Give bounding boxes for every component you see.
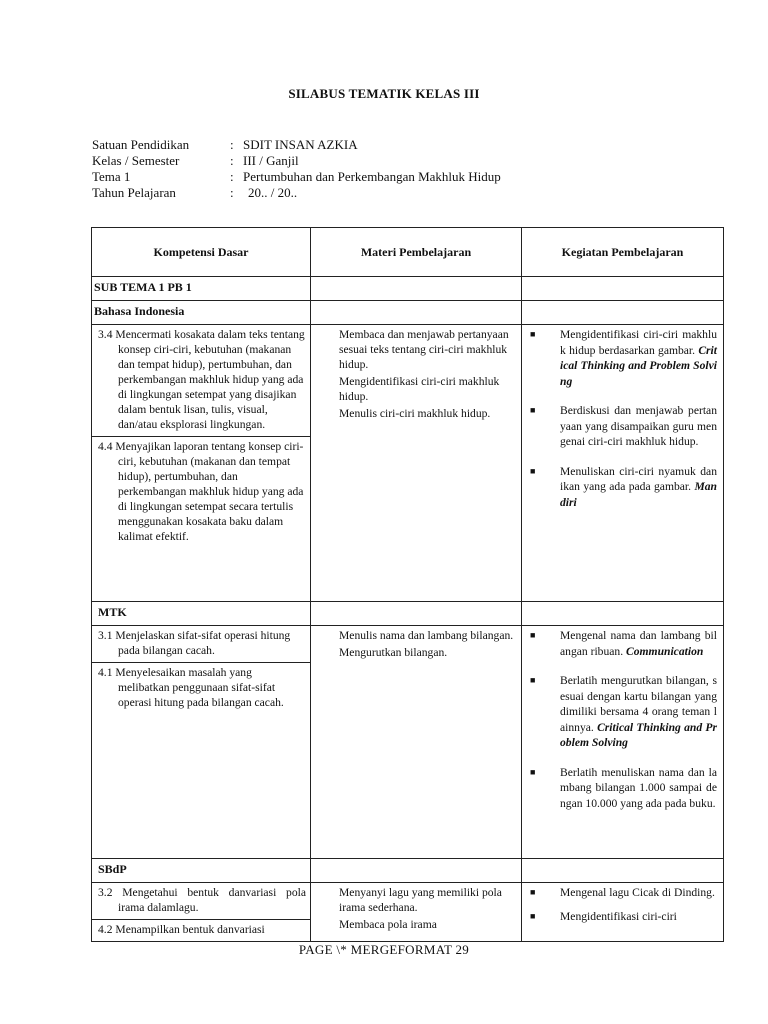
section-row-bahasa <box>92 301 724 325</box>
kegiatan-item: ■ Berdiskusi dan menjawab pertanyaan yang disampaikan guru mengenai ciri-ciri makhluk hidup. <box>530 404 717 448</box>
kegiatan-item: ■ Berlatih menuliskan nama dan lambang bilangan 1.000 sampai dengan 10.000 yang ada pada buku. <box>530 765 717 810</box>
bullet-icon: ■ <box>530 630 536 640</box>
meta-value: III / Ganjil <box>243 153 299 168</box>
page-footer: PAGE \* MERGEFORMAT 29 <box>298 942 470 957</box>
content-row-bahasa <box>92 325 724 602</box>
bullet-icon: ■ <box>530 766 536 777</box>
meta-label: Tahun Pelajaran <box>92 185 176 200</box>
bullet-icon: ■ <box>530 675 536 685</box>
meta-label: Tema 1 <box>92 169 131 184</box>
section-label: Bahasa Indonesia <box>94 304 185 318</box>
header-kegiatan: Kegiatan Pembelajaran <box>522 228 724 277</box>
meta-colon: : <box>230 169 234 184</box>
meta-value: Pertumbuhan dan Perkembangan Makhluk Hidup <box>243 169 501 184</box>
meta-colon: : <box>230 153 234 168</box>
bullet-icon: ■ <box>530 887 536 897</box>
header-materi: Materi Pembelajaran <box>311 228 522 277</box>
meta-value: SDIT INSAN AZKIA <box>243 137 358 152</box>
kegiatan-item: ■ Berlatih mengurutkan bilangan, sesuai dengan kartu bilangan yang dimiliki bersama 4 orang teman lainnya. Critical Thinking and Problem Solving <box>530 674 717 749</box>
content-row-mtk <box>92 626 724 859</box>
subtema-label: SUB TEMA 1 PB 1 <box>94 280 192 294</box>
kegiatan-item: ■ Mengenal lagu Cicak di Dinding. <box>530 886 715 899</box>
materi-item: Menulis ciri-ciri makhluk hidup. <box>339 407 491 420</box>
kd-item: 3.1 Menjelaskan sifat-sifat operasi hitung pada bilangan cacah. <box>92 626 310 663</box>
header-kompetensi-dasar: Kompetensi Dasar <box>92 228 311 277</box>
kd-item: 4.2 Menampilkan bentuk danvariasi <box>98 923 265 936</box>
kegiatan-cell <box>522 883 724 942</box>
materi-item: Mengidentifikasi ciri-ciri makhluk hidup. <box>339 375 500 403</box>
kegiatan-item: ■ Mengenal nama dan lambang bilangan ribuan. Communication <box>530 629 717 658</box>
kd-item: 3.4 Mencermati kosakata dalam teks tentang konsep ciri-ciri, kebutuhan (makanan dan tempat hidup), pertumbuhan, dan perkembangan makhluk hidup yang ada di lingkungan setempat yang disajikan dalam bentuk lisan, tulis, visual, dan/atau eksplorasi lingkungan. <box>92 325 310 437</box>
section-label: MTK <box>98 605 127 619</box>
meta-label: Satuan Pendidikan <box>92 137 190 152</box>
kegiatan-cell <box>522 325 724 602</box>
meta-colon: : <box>230 137 234 152</box>
meta-colon: : <box>230 185 234 200</box>
materi-cell <box>311 325 522 602</box>
content-row-sbdp <box>92 883 724 942</box>
kd-item: 3.2 Mengetahui bentuk danvariasi pola irama dalamlagu. <box>92 883 310 920</box>
syllabus-table <box>91 227 724 942</box>
materi-cell <box>311 883 522 942</box>
bullet-icon: ■ <box>530 465 536 476</box>
kegiatan-cell <box>522 626 724 859</box>
bullet-icon: ■ <box>530 910 536 921</box>
materi-cell <box>311 626 522 859</box>
section-row-sbdp <box>92 859 724 883</box>
section-label: SBdP <box>98 862 127 876</box>
kegiatan-item: ■ Menuliskan ciri-ciri nyamuk dan ikan yang ada pada gambar. Mandiri <box>530 464 717 509</box>
materi-item: Mengurutkan bilangan. <box>339 646 448 659</box>
materi-item: Menyanyi lagu yang memiliki pola irama sederhana. <box>339 886 502 914</box>
kegiatan-item: ■ Mengidentifikasi ciri-ciri makhluk hidup berdasarkan gambar. Critical Thinking and Problem Solving <box>530 328 717 388</box>
materi-item: Membaca pola irama <box>339 918 437 931</box>
bullet-icon: ■ <box>530 329 536 339</box>
subtema-row <box>92 277 724 301</box>
bullet-icon: ■ <box>530 405 536 415</box>
table-header-row <box>92 228 724 277</box>
meta-label: Kelas / Semester <box>92 153 180 168</box>
kd-item: 4.1 Menyelesaikan masalah yang melibatkan penggunaan sifat-sifat operasi hitung pada bilangan cacah. <box>98 666 284 709</box>
meta-value: 20.. / 20.. <box>248 185 298 200</box>
document-title: SILABUS TEMATIK KELAS III <box>288 86 480 101</box>
kd-item: 4.4 Menyajikan laporan tentang konsep ciri-ciri, kebutuhan (makanan dan tempat hidup), pertumbuhan, dan perkembangan makhluk hidup yang ada di lingkungan setempat secara tertulis menggunakan kosakata baku dalam kalimat efektif. <box>98 440 304 543</box>
section-row-mtk <box>92 602 724 626</box>
materi-item: Membaca dan menjawab pertanyaan sesuai teks tentang ciri-ciri makhluk hidup. <box>339 328 509 371</box>
materi-item: Menulis nama dan lambang bilangan. <box>339 629 514 642</box>
kegiatan-item: ■ Mengidentifikasi ciri-ciri <box>530 909 677 923</box>
